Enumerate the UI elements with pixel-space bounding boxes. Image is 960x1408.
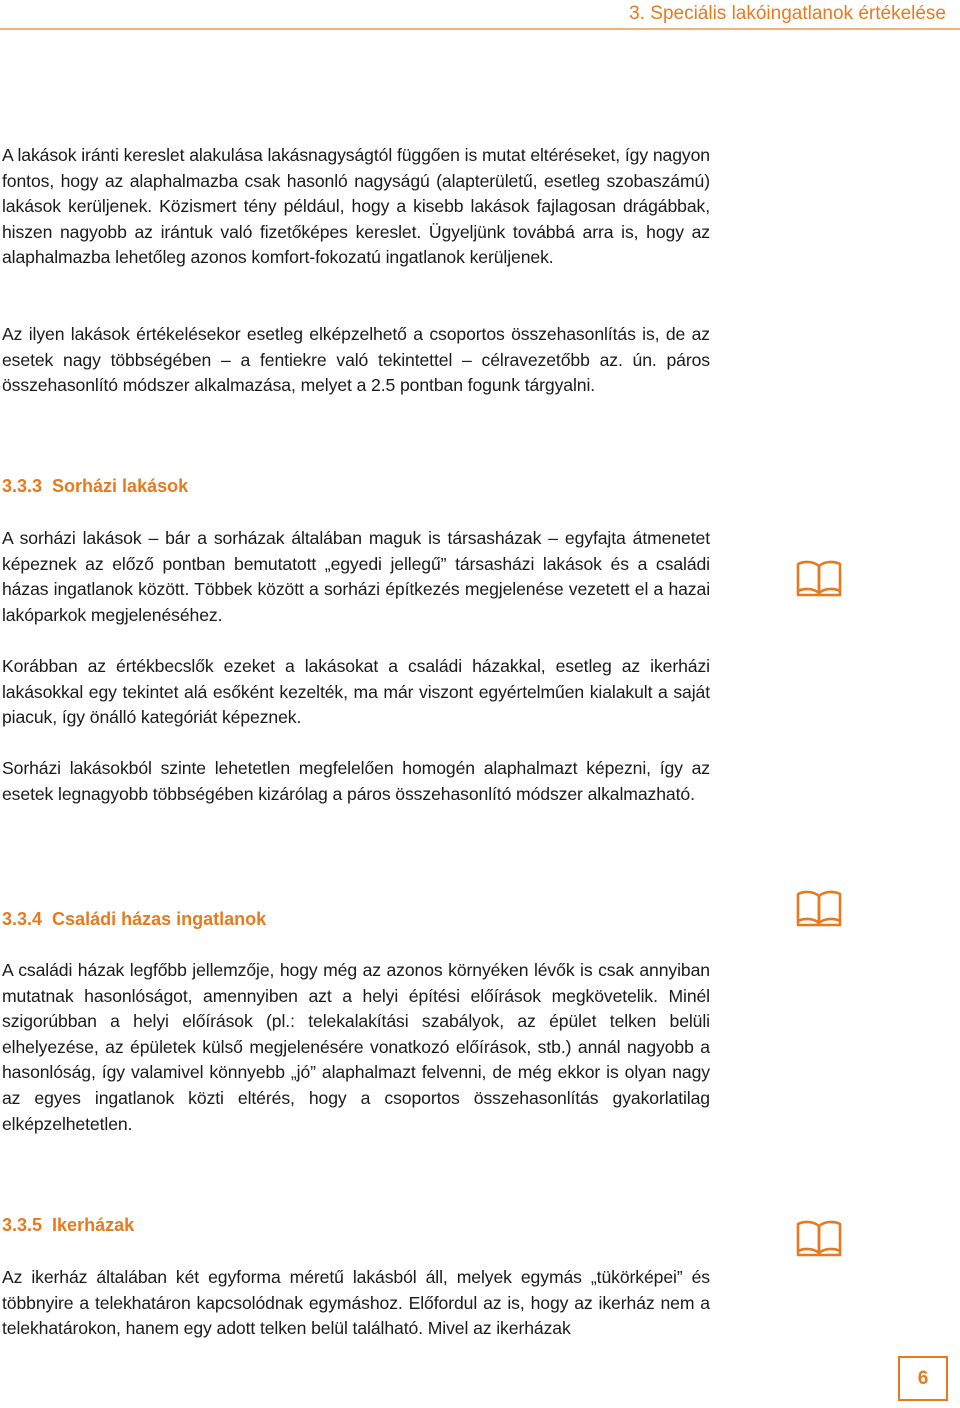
paragraph-csaladi-1: A családi házak legfőbb jellemzője, hogy még az azonos környéken lévők is csak annyiban mutatnak hasonlóságot, amennyiben azt a helyi építési előírások megkövetelik. Minél szigorúbban a helyi előírások (pl.: telekalakítási szabályok, az épület telken belüli elhelyezése, az épületek külső megjelenésére vonatkozó előírások, stb.) annál nagyobb a hasonlóság, így valamivel könnyebb „jó” alaphalmazt felvenni, de még ekkor is olyan nagy az egyes ingatlanok közti eltérés, hogy a csoportos összehasonlítás gyakorlatilag elképzelhetetlen. <box>2 960 710 1134</box>
section-title: Családi házas ingatlanok <box>52 909 267 929</box>
section-heading-sorhazi <box>2 476 188 497</box>
section-number: 3.3.3 <box>2 476 43 496</box>
paragraph-sorhazi-1: A sorházi lakások – bár a sorházak általában maguk is társasházak – egyfajta átmenetet képeznek az előző pontban bemutatott „egyedi jellegű” társasházi lakások és a családi házas ingatlanok között. Többek között a sorházi építkezés megjelenése vezetett el a hazai lakóparkok megjelenéséhez. <box>2 528 710 625</box>
page-number: 6 <box>898 1356 948 1401</box>
section-number: 3.3.4 <box>2 909 43 929</box>
paragraph-sorhazi-3: Sorházi lakásokból szinte lehetetlen megfelelően homogén alaphalmazt képezni, így az esetek legnagyobb többségében kizárólag a páros összehasonlító módszer alkalmazható. <box>2 758 710 804</box>
section-heading-ikerhazak <box>2 1215 134 1236</box>
paragraph-sorhazi-2: Korábban az értékbecslők ezeket a lakásokat a családi házakkal, esetleg az ikerházi lakásokkal egy tekintet alá esőként kezelték, ma már viszont egyértelműen kialakult a saját piacuk, így önálló kategóriát képeznek. <box>2 656 710 728</box>
header-rule <box>0 28 960 30</box>
section-heading-csaladi <box>2 909 266 930</box>
section-number: 3.3.5 <box>2 1215 43 1235</box>
open-book-icon <box>795 1218 843 1258</box>
section-title: Ikerházak <box>52 1215 135 1235</box>
paragraph-intro-2: Az ilyen lakások értékelésekor esetleg elképzelhető a csoportos összehasonlítás is, de az esetek nagy többségében – a fentiekre való tekintettel – célravezetőbb az. ún. páros összehasonlító módszer alkalmazása, melyet a 2.5 pontban fogunk tárgyalni. <box>2 324 710 396</box>
open-book-icon <box>795 888 843 928</box>
open-book-icon <box>795 558 843 598</box>
paragraph-intro-1: A lakások iránti kereslet alakulása lakásnagyságtól függően is mutat eltéréseket, így nagyon fontos, hogy az alaphalmazba csak hasonló nagyságú (alapterületű, esetleg szobaszámú) lakások kerüljenek. Közismert tény például, hogy a kisebb lakások fajlagosan drágábbak, hiszen nagyobb az irántuk való fizetőképes kereslet. Ügyeljünk továbbá arra is, hogy az alaphalmazba lehetőleg azonos komfort-fokozatú ingatlanok kerüljenek. <box>2 145 710 268</box>
running-header: 3. Speciális lakóingatlanok értékelése <box>629 3 946 24</box>
section-title: Sorházi lakások <box>52 476 189 496</box>
paragraph-ikerhazak-1: Az ikerház általában két egyforma méretű lakásból áll, melyek egymás „tükörképei” és többnyire a telekhatáron kapcsolódnak egymáshoz. Előfordul az is, hogy az ikerház nem a telekhatárokon, hanem egy adott telken belül található. Mivel az ikerházak <box>2 1267 710 1339</box>
